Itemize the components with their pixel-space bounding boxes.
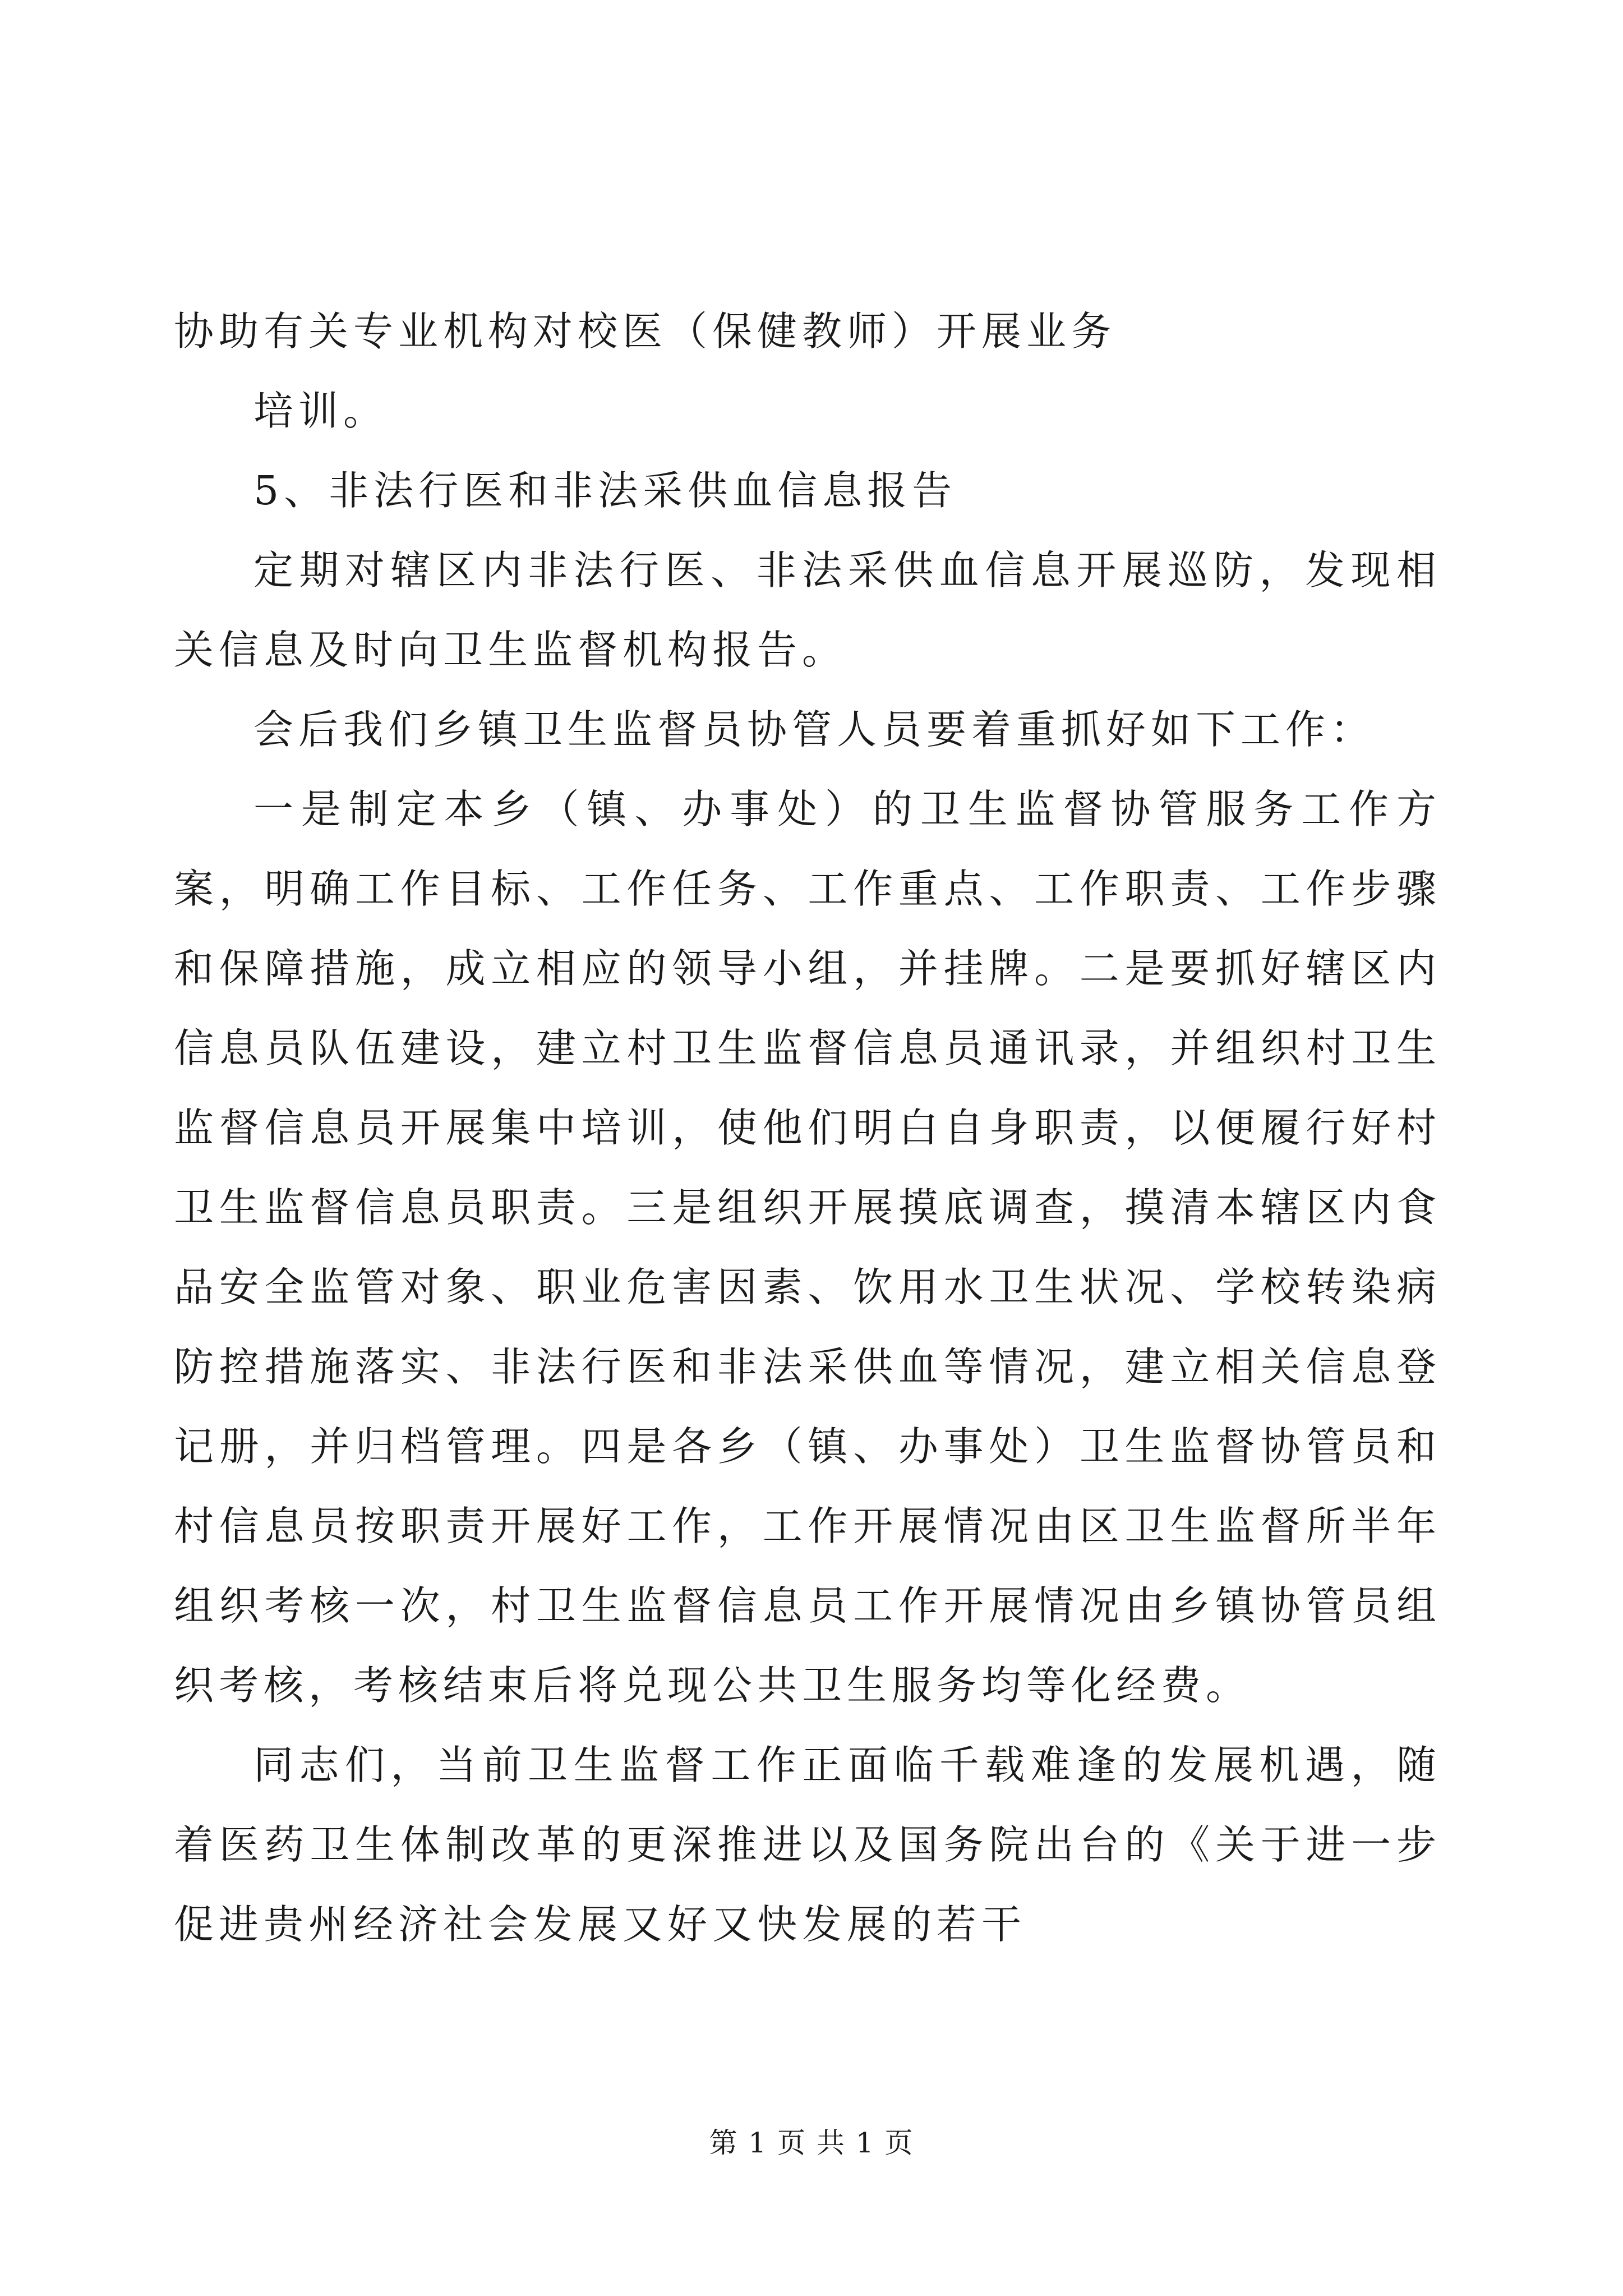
- page-footer: 第 1 页 共 1 页: [709, 2127, 914, 2159]
- paragraph-2: 培训。: [253, 388, 389, 434]
- paragraph-7: 同志们，当前卫生监督工作正面临千载难逢的发展机遇，随着医药卫生体制改革的更深推进以及国务院出台的《关于进一步促进贵州经济社会发展又好又快发展的若干: [174, 1742, 1441, 1948]
- paragraph-4: 定期对辖区内非法行医、非法采供血信息开展巡防，发现相关信息及时向卫生监督机构报告。: [174, 547, 1441, 673]
- paragraph-5: 会后我们乡镇卫生监督员协管人员要着重抓好如下工作：: [253, 706, 1376, 753]
- paragraph-1: 协助有关专业机构对校医（保健教师）开展业务: [174, 308, 1117, 355]
- paragraph-6: 一是制定本乡（镇、办事处）的卫生监督协管服务工作方案，明确工作目标、工作任务、工作重点、工作职责、工作步骤和保障措施，成立相应的领导小组，并挂牌。二是要抓好辖区内信息员队伍建设，建立村卫生监督信息员通讯录，并组织村卫生监督信息员开展集中培训，使他们明白自身职责，以便履行好村卫生监督信息员职责。三是组织开展摸底调查，摸清本辖区内食品安全监管对象、职业危害因素、饮用水卫生状况、学校转染病防控措施落实、非法行医和非法采供血等情况，建立相关信息登记册，并归档管理。四是各乡（镇、办事处）卫生监督协管员和村信息员按职责开展好工作，工作开展情况由区卫生监督所半年组织考核一次，村卫生监督信息员工作开展情况由乡镇协管员组织考核，考核结束后将兑现公共卫生服务均等化经费。: [174, 786, 1441, 1709]
- section-heading: 5、非法行医和非法采供血信息报告: [253, 467, 957, 514]
- document-body: [174, 292, 1441, 1964]
